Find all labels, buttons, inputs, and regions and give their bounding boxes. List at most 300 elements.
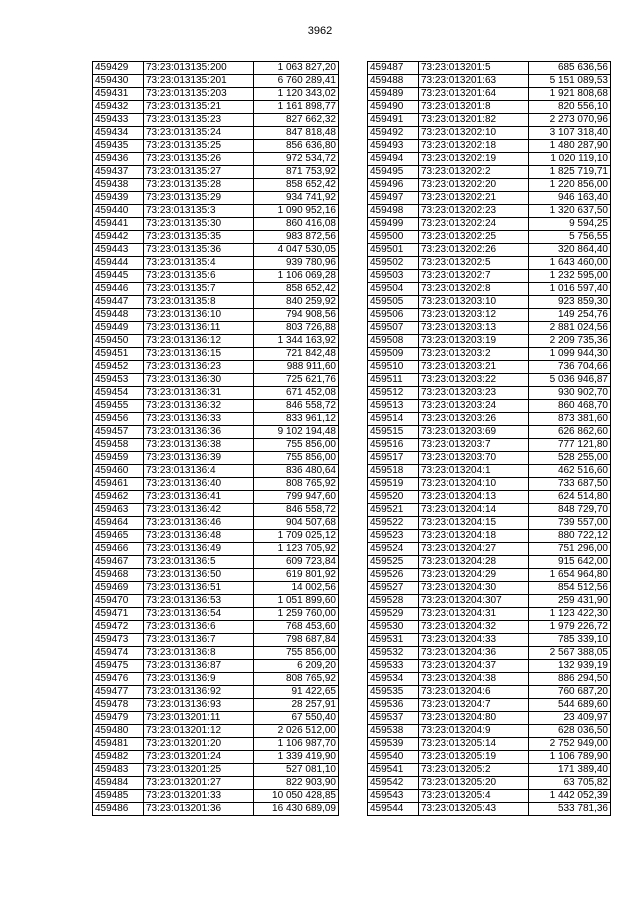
table-row xyxy=(368,309,611,322)
cadastral-number-cell: 73:23:013204:14 xyxy=(419,504,529,517)
cadastral-number-cell: 73:23:013204:80 xyxy=(419,712,529,725)
table-row xyxy=(93,322,339,335)
row-number-cell: 459521 xyxy=(368,504,419,517)
row-number-cell: 459466 xyxy=(93,543,144,556)
value-cell: 733 687,50 xyxy=(529,478,611,491)
cadastral-number-cell: 73:23:013135:35 xyxy=(144,231,254,244)
value-cell: 946 163,40 xyxy=(529,192,611,205)
value-cell: 846 558,72 xyxy=(254,400,339,413)
table-row xyxy=(368,725,611,738)
table-row xyxy=(93,348,339,361)
table-row xyxy=(368,452,611,465)
table-row xyxy=(93,231,339,244)
row-number-cell: 459486 xyxy=(93,803,144,816)
table-row xyxy=(93,738,339,751)
row-number-cell: 459506 xyxy=(368,309,419,322)
cadastral-number-cell: 73:23:013203:7 xyxy=(419,439,529,452)
value-cell: 860 468,70 xyxy=(529,400,611,413)
cadastral-number-cell: 73:23:013135:23 xyxy=(144,114,254,127)
table-row xyxy=(93,114,339,127)
row-number-cell: 459524 xyxy=(368,543,419,556)
table-row xyxy=(368,348,611,361)
cadastral-number-cell: 73:23:013135:6 xyxy=(144,270,254,283)
value-cell: 798 687,84 xyxy=(254,634,339,647)
value-cell: 23 409,97 xyxy=(529,712,611,725)
cadastral-number-cell: 73:23:013205:20 xyxy=(419,777,529,790)
cadastral-number-cell: 73:23:013203:2 xyxy=(419,348,529,361)
value-cell: 1 099 944,30 xyxy=(529,348,611,361)
table-row xyxy=(93,647,339,660)
value-cell: 854 512,56 xyxy=(529,582,611,595)
cadastral-number-cell: 73:23:013135:201 xyxy=(144,75,254,88)
cadastral-number-cell: 73:23:013201:33 xyxy=(144,790,254,803)
cadastral-number-cell: 73:23:013204:6 xyxy=(419,686,529,699)
row-number-cell: 459480 xyxy=(93,725,144,738)
cadastral-number-cell: 73:23:013136:50 xyxy=(144,569,254,582)
row-number-cell: 459430 xyxy=(93,75,144,88)
cadastral-number-cell: 73:23:013202:23 xyxy=(419,205,529,218)
cadastral-number-cell: 73:23:013203:70 xyxy=(419,452,529,465)
table-row xyxy=(93,621,339,634)
cadastral-number-cell: 73:23:013136:12 xyxy=(144,335,254,348)
row-number-cell: 459544 xyxy=(368,803,419,816)
cadastral-number-cell: 73:23:013202:25 xyxy=(419,231,529,244)
cadastral-number-cell: 73:23:013204:31 xyxy=(419,608,529,621)
table-row xyxy=(368,647,611,660)
cadastral-number-cell: 73:23:013202:20 xyxy=(419,179,529,192)
row-number-cell: 459432 xyxy=(93,101,144,114)
table-row xyxy=(93,712,339,725)
table-row xyxy=(93,283,339,296)
table-row xyxy=(368,504,611,517)
table-row xyxy=(368,413,611,426)
table-row xyxy=(368,75,611,88)
table-row xyxy=(93,426,339,439)
table-row xyxy=(368,608,611,621)
row-number-cell: 459542 xyxy=(368,777,419,790)
cadastral-number-cell: 73:23:013204:33 xyxy=(419,634,529,647)
row-number-cell: 459532 xyxy=(368,647,419,660)
value-cell: 886 294,50 xyxy=(529,673,611,686)
cadastral-number-cell: 73:23:013204:36 xyxy=(419,647,529,660)
value-cell: 923 859,30 xyxy=(529,296,611,309)
cadastral-number-cell: 73:23:013203:21 xyxy=(419,361,529,374)
value-cell: 1 161 898,77 xyxy=(254,101,339,114)
cadastral-number-cell: 73:23:013203:22 xyxy=(419,374,529,387)
row-number-cell: 459519 xyxy=(368,478,419,491)
value-cell: 972 534,72 xyxy=(254,153,339,166)
page-number: 3962 xyxy=(307,25,333,37)
cadastral-number-cell: 73:23:013135:3 xyxy=(144,205,254,218)
value-cell: 671 452,08 xyxy=(254,387,339,400)
value-cell: 803 726,88 xyxy=(254,322,339,335)
cadastral-number-cell: 73:23:013135:21 xyxy=(144,101,254,114)
row-number-cell: 459538 xyxy=(368,725,419,738)
left-table-body xyxy=(93,62,339,816)
cadastral-number-cell: 73:23:013136:9 xyxy=(144,673,254,686)
cadastral-number-cell: 73:23:013136:41 xyxy=(144,491,254,504)
table-row xyxy=(93,374,339,387)
cadastral-number-cell: 73:23:013203:24 xyxy=(419,400,529,413)
value-cell: 132 939,19 xyxy=(529,660,611,673)
value-cell: 14 002,56 xyxy=(254,582,339,595)
value-cell: 9 102 194,48 xyxy=(254,426,339,439)
cadastral-number-cell: 73:23:013201:5 xyxy=(419,62,529,75)
value-cell: 1 480 287,90 xyxy=(529,140,611,153)
table-row xyxy=(368,153,611,166)
cadastral-number-cell: 73:23:013136:10 xyxy=(144,309,254,322)
value-cell: 1 120 343,02 xyxy=(254,88,339,101)
value-cell: 858 652,42 xyxy=(254,283,339,296)
table-row xyxy=(93,569,339,582)
table-row xyxy=(93,725,339,738)
value-cell: 1 232 595,00 xyxy=(529,270,611,283)
row-number-cell: 459481 xyxy=(93,738,144,751)
cadastral-number-cell: 73:23:013204:13 xyxy=(419,491,529,504)
cadastral-number-cell: 73:23:013201:63 xyxy=(419,75,529,88)
row-number-cell: 459501 xyxy=(368,244,419,257)
cadastral-number-cell: 73:23:013201:12 xyxy=(144,725,254,738)
table-row xyxy=(93,101,339,114)
value-cell: 799 947,60 xyxy=(254,491,339,504)
value-cell: 755 856,00 xyxy=(254,452,339,465)
row-number-cell: 459479 xyxy=(93,712,144,725)
row-number-cell: 459510 xyxy=(368,361,419,374)
cadastral-number-cell: 73:23:013204:27 xyxy=(419,543,529,556)
value-cell: 5 756,55 xyxy=(529,231,611,244)
cadastral-number-cell: 73:23:013205:14 xyxy=(419,738,529,751)
row-number-cell: 459537 xyxy=(368,712,419,725)
value-cell: 685 636,56 xyxy=(529,62,611,75)
row-number-cell: 459500 xyxy=(368,231,419,244)
table-row xyxy=(368,62,611,75)
value-cell: 988 911,60 xyxy=(254,361,339,374)
table-row xyxy=(368,530,611,543)
table-row xyxy=(368,439,611,452)
value-cell: 91 422,65 xyxy=(254,686,339,699)
table-row xyxy=(93,660,339,673)
value-cell: 768 453,60 xyxy=(254,621,339,634)
row-number-cell: 459504 xyxy=(368,283,419,296)
cadastral-number-cell: 73:23:013204:30 xyxy=(419,582,529,595)
row-number-cell: 459540 xyxy=(368,751,419,764)
value-cell: 2 881 024,56 xyxy=(529,322,611,335)
cadastral-number-cell: 73:23:013136:48 xyxy=(144,530,254,543)
cadastral-number-cell: 73:23:013202:18 xyxy=(419,140,529,153)
value-cell: 6 760 289,41 xyxy=(254,75,339,88)
row-number-cell: 459467 xyxy=(93,556,144,569)
table-row xyxy=(93,595,339,608)
cadastral-number-cell: 73:23:013136:87 xyxy=(144,660,254,673)
row-number-cell: 459455 xyxy=(93,400,144,413)
row-number-cell: 459476 xyxy=(93,673,144,686)
cadastral-number-cell: 73:23:013136:5 xyxy=(144,556,254,569)
cadastral-number-cell: 73:23:013204:307 xyxy=(419,595,529,608)
row-number-cell: 459498 xyxy=(368,205,419,218)
table-row xyxy=(93,491,339,504)
row-number-cell: 459452 xyxy=(93,361,144,374)
cadastral-number-cell: 73:23:013135:29 xyxy=(144,192,254,205)
value-cell: 983 872,56 xyxy=(254,231,339,244)
cadastral-number-cell: 73:23:013205:19 xyxy=(419,751,529,764)
row-number-cell: 459512 xyxy=(368,387,419,400)
row-number-cell: 459437 xyxy=(93,166,144,179)
value-cell: 320 864,40 xyxy=(529,244,611,257)
table-row xyxy=(368,140,611,153)
row-number-cell: 459434 xyxy=(93,127,144,140)
row-number-cell: 459450 xyxy=(93,335,144,348)
table-row xyxy=(93,439,339,452)
cadastral-number-cell: 73:23:013136:6 xyxy=(144,621,254,634)
table-row xyxy=(368,426,611,439)
value-cell: 149 254,76 xyxy=(529,309,611,322)
table-row xyxy=(93,478,339,491)
value-cell: 1 090 952,16 xyxy=(254,205,339,218)
cadastral-number-cell: 73:23:013201:20 xyxy=(144,738,254,751)
value-cell: 624 514,80 xyxy=(529,491,611,504)
cadastral-number-cell: 73:23:013135:28 xyxy=(144,179,254,192)
row-number-cell: 459511 xyxy=(368,374,419,387)
row-number-cell: 459515 xyxy=(368,426,419,439)
row-number-cell: 459465 xyxy=(93,530,144,543)
table-row xyxy=(368,166,611,179)
row-number-cell: 459530 xyxy=(368,621,419,634)
row-number-cell: 459463 xyxy=(93,504,144,517)
cadastral-number-cell: 73:23:013135:30 xyxy=(144,218,254,231)
row-number-cell: 459496 xyxy=(368,179,419,192)
row-number-cell: 459492 xyxy=(368,127,419,140)
cadastral-number-cell: 73:23:013203:69 xyxy=(419,426,529,439)
table-row xyxy=(93,205,339,218)
table-row xyxy=(93,270,339,283)
row-number-cell: 459529 xyxy=(368,608,419,621)
row-number-cell: 459477 xyxy=(93,686,144,699)
row-number-cell: 459449 xyxy=(93,322,144,335)
cadastral-number-cell: 73:23:013201:82 xyxy=(419,114,529,127)
value-cell: 808 765,92 xyxy=(254,673,339,686)
table-row xyxy=(368,751,611,764)
cadastral-number-cell: 73:23:013136:32 xyxy=(144,400,254,413)
row-number-cell: 459495 xyxy=(368,166,419,179)
table-row xyxy=(93,218,339,231)
cadastral-number-cell: 73:23:013135:24 xyxy=(144,127,254,140)
value-cell: 755 856,00 xyxy=(254,647,339,660)
table-row xyxy=(368,283,611,296)
cadastral-number-cell: 73:23:013136:38 xyxy=(144,439,254,452)
row-number-cell: 459482 xyxy=(93,751,144,764)
right-register-table xyxy=(367,61,611,816)
table-row xyxy=(93,634,339,647)
table-row xyxy=(368,127,611,140)
cadastral-number-cell: 73:23:013205:4 xyxy=(419,790,529,803)
cadastral-number-cell: 73:23:013201:8 xyxy=(419,101,529,114)
table-row xyxy=(368,205,611,218)
table-row xyxy=(368,296,611,309)
value-cell: 2 567 388,05 xyxy=(529,647,611,660)
value-cell: 2 209 735,36 xyxy=(529,335,611,348)
cadastral-number-cell: 73:23:013202:24 xyxy=(419,218,529,231)
row-number-cell: 459505 xyxy=(368,296,419,309)
row-number-cell: 459447 xyxy=(93,296,144,309)
row-number-cell: 459488 xyxy=(368,75,419,88)
row-number-cell: 459446 xyxy=(93,283,144,296)
row-number-cell: 459526 xyxy=(368,569,419,582)
cadastral-number-cell: 73:23:013135:26 xyxy=(144,153,254,166)
table-row xyxy=(93,166,339,179)
cadastral-number-cell: 73:23:013204:10 xyxy=(419,478,529,491)
value-cell: 721 842,48 xyxy=(254,348,339,361)
value-cell: 2 752 949,00 xyxy=(529,738,611,751)
row-number-cell: 459470 xyxy=(93,595,144,608)
table-row xyxy=(93,413,339,426)
row-number-cell: 459487 xyxy=(368,62,419,75)
cadastral-number-cell: 73:23:013201:64 xyxy=(419,88,529,101)
row-number-cell: 459438 xyxy=(93,179,144,192)
value-cell: 848 729,70 xyxy=(529,504,611,517)
table-row xyxy=(368,621,611,634)
table-row xyxy=(368,595,611,608)
value-cell: 28 257,91 xyxy=(254,699,339,712)
table-row xyxy=(93,777,339,790)
table-row xyxy=(93,361,339,374)
value-cell: 930 902,70 xyxy=(529,387,611,400)
value-cell: 1 016 597,40 xyxy=(529,283,611,296)
row-number-cell: 459503 xyxy=(368,270,419,283)
value-cell: 904 507,68 xyxy=(254,517,339,530)
value-cell: 751 296,00 xyxy=(529,543,611,556)
row-number-cell: 459435 xyxy=(93,140,144,153)
cadastral-number-cell: 73:23:013136:11 xyxy=(144,322,254,335)
table-row xyxy=(368,803,611,816)
cadastral-number-cell: 73:23:013201:36 xyxy=(144,803,254,816)
cadastral-number-cell: 73:23:013202:26 xyxy=(419,244,529,257)
row-number-cell: 459535 xyxy=(368,686,419,699)
value-cell: 1 106 987,70 xyxy=(254,738,339,751)
row-number-cell: 459541 xyxy=(368,764,419,777)
value-cell: 528 255,00 xyxy=(529,452,611,465)
table-row xyxy=(93,465,339,478)
cadastral-number-cell: 73:23:013136:46 xyxy=(144,517,254,530)
table-row xyxy=(368,582,611,595)
row-number-cell: 459497 xyxy=(368,192,419,205)
cadastral-number-cell: 73:23:013204:15 xyxy=(419,517,529,530)
row-number-cell: 459527 xyxy=(368,582,419,595)
value-cell: 1 123 705,92 xyxy=(254,543,339,556)
cadastral-number-cell: 73:23:013136:31 xyxy=(144,387,254,400)
value-cell: 760 687,20 xyxy=(529,686,611,699)
value-cell: 871 753,92 xyxy=(254,166,339,179)
row-number-cell: 459475 xyxy=(93,660,144,673)
value-cell: 822 903,90 xyxy=(254,777,339,790)
cadastral-number-cell: 73:23:013204:37 xyxy=(419,660,529,673)
row-number-cell: 459454 xyxy=(93,387,144,400)
row-number-cell: 459431 xyxy=(93,88,144,101)
table-row xyxy=(368,114,611,127)
cadastral-number-cell: 73:23:013204:28 xyxy=(419,556,529,569)
value-cell: 1 106 069,28 xyxy=(254,270,339,283)
cadastral-number-cell: 73:23:013135:7 xyxy=(144,283,254,296)
value-cell: 820 556,10 xyxy=(529,101,611,114)
cadastral-number-cell: 73:23:013136:7 xyxy=(144,634,254,647)
value-cell: 777 121,80 xyxy=(529,439,611,452)
row-number-cell: 459469 xyxy=(93,582,144,595)
table-row xyxy=(368,634,611,647)
cadastral-number-cell: 73:23:013201:11 xyxy=(144,712,254,725)
cadastral-number-cell: 73:23:013136:36 xyxy=(144,426,254,439)
table-row xyxy=(368,764,611,777)
row-number-cell: 459494 xyxy=(368,153,419,166)
value-cell: 5 036 946,87 xyxy=(529,374,611,387)
row-number-cell: 459439 xyxy=(93,192,144,205)
cadastral-number-cell: 73:23:013136:39 xyxy=(144,452,254,465)
value-cell: 63 705,82 xyxy=(529,777,611,790)
table-row xyxy=(368,231,611,244)
table-row xyxy=(368,686,611,699)
value-cell: 5 151 089,53 xyxy=(529,75,611,88)
value-cell: 6 209,20 xyxy=(254,660,339,673)
table-row xyxy=(93,62,339,75)
table-row xyxy=(368,88,611,101)
value-cell: 259 431,90 xyxy=(529,595,611,608)
cadastral-number-cell: 73:23:013136:15 xyxy=(144,348,254,361)
value-cell: 1 051 899,60 xyxy=(254,595,339,608)
row-number-cell: 459509 xyxy=(368,348,419,361)
cadastral-number-cell: 73:23:013136:54 xyxy=(144,608,254,621)
value-cell: 1 339 419,90 xyxy=(254,751,339,764)
row-number-cell: 459472 xyxy=(93,621,144,634)
cadastral-number-cell: 73:23:013201:27 xyxy=(144,777,254,790)
row-number-cell: 459525 xyxy=(368,556,419,569)
row-number-cell: 459528 xyxy=(368,595,419,608)
cadastral-number-cell: 73:23:013201:24 xyxy=(144,751,254,764)
value-cell: 1 921 808,68 xyxy=(529,88,611,101)
value-cell: 1 020 119,10 xyxy=(529,153,611,166)
value-cell: 880 722,12 xyxy=(529,530,611,543)
row-number-cell: 459448 xyxy=(93,309,144,322)
row-number-cell: 459518 xyxy=(368,465,419,478)
row-number-cell: 459502 xyxy=(368,257,419,270)
table-row xyxy=(368,478,611,491)
table-row xyxy=(93,530,339,543)
value-cell: 785 339,10 xyxy=(529,634,611,647)
value-cell: 171 389,40 xyxy=(529,764,611,777)
value-cell: 16 430 689,09 xyxy=(254,803,339,816)
value-cell: 939 780,96 xyxy=(254,257,339,270)
cadastral-number-cell: 73:23:013136:51 xyxy=(144,582,254,595)
cadastral-number-cell: 73:23:013135:4 xyxy=(144,257,254,270)
value-cell: 462 516,60 xyxy=(529,465,611,478)
row-number-cell: 459490 xyxy=(368,101,419,114)
value-cell: 9 594,25 xyxy=(529,218,611,231)
row-number-cell: 459443 xyxy=(93,244,144,257)
value-cell: 847 818,48 xyxy=(254,127,339,140)
value-cell: 860 416,08 xyxy=(254,218,339,231)
cadastral-number-cell: 73:23:013136:40 xyxy=(144,478,254,491)
value-cell: 2 026 512,00 xyxy=(254,725,339,738)
value-cell: 609 723,84 xyxy=(254,556,339,569)
row-number-cell: 459433 xyxy=(93,114,144,127)
row-number-cell: 459456 xyxy=(93,413,144,426)
table-row xyxy=(368,543,611,556)
value-cell: 1 709 025,12 xyxy=(254,530,339,543)
value-cell: 827 662,32 xyxy=(254,114,339,127)
value-cell: 1 825 719,71 xyxy=(529,166,611,179)
value-cell: 3 107 318,40 xyxy=(529,127,611,140)
row-number-cell: 459444 xyxy=(93,257,144,270)
table-row xyxy=(368,335,611,348)
table-row xyxy=(368,179,611,192)
table-row xyxy=(93,179,339,192)
